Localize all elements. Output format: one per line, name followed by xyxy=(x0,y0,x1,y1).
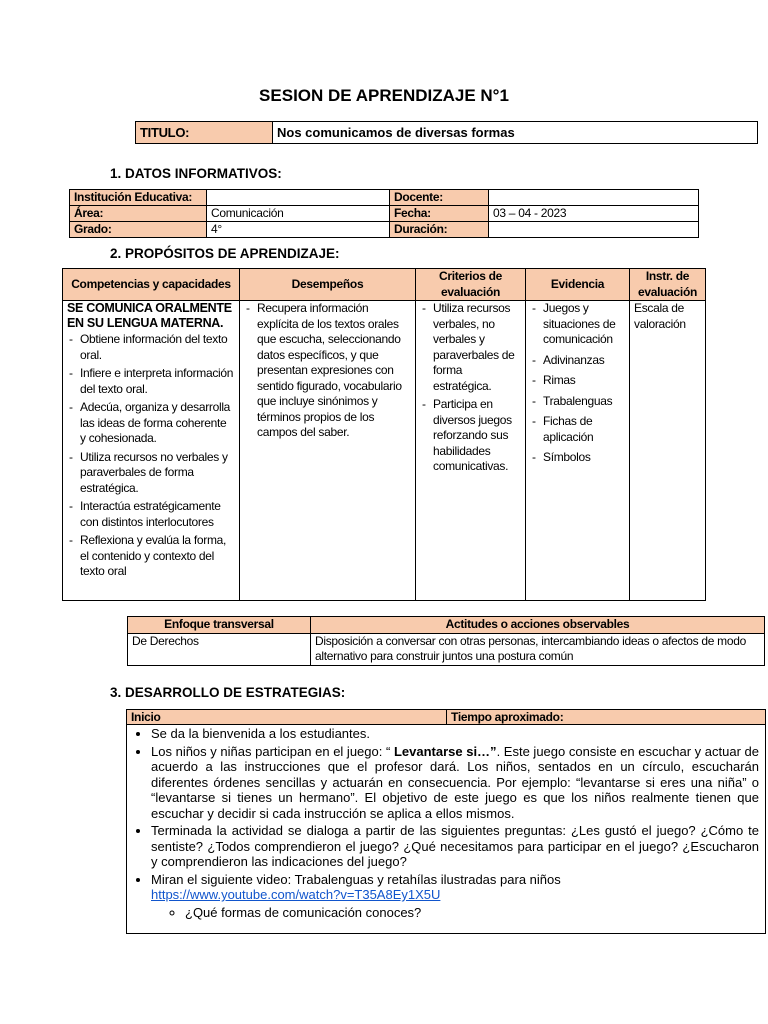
evidencia-item: - Símbolos xyxy=(530,450,625,466)
header-instrumento: Instr. de evaluación xyxy=(630,269,706,301)
bullet-item xyxy=(151,744,759,822)
capacidad-item: - Interactúa estratégicamente con distintos interlocutores xyxy=(67,499,235,530)
header-desempenos: Desempeños xyxy=(240,269,416,301)
evidencia-item: - Adivinanzas xyxy=(530,353,625,369)
evidencia-cell xyxy=(526,301,630,601)
institucion-value xyxy=(207,190,390,206)
bullet-item xyxy=(151,872,759,903)
competencias-cell xyxy=(63,301,240,601)
area-label: Área: xyxy=(70,206,207,222)
capacidad-item: - Infiere e interpreta información del texto oral. xyxy=(67,366,235,397)
page-title: SESION DE APRENDIZAJE N°1 xyxy=(259,86,509,105)
header-criterios: Criterios de evaluación xyxy=(416,269,526,301)
desempenos-cell xyxy=(240,301,416,601)
desempeno-item: - Recupera información explícita de los textos orales que escucha, seleccionando datos específicos, y que presentan expresiones con sentido figurado, vocabulario que incluye sinónimos y términos propios de los campos del saber. xyxy=(244,301,411,441)
enfoque-table xyxy=(127,616,765,666)
evidencia-item: - Trabalenguas xyxy=(530,394,625,410)
titulo-value: Nos comunicamos de diversas formas xyxy=(273,122,758,144)
evidencia-item: - Juegos y situaciones de comunicación xyxy=(530,301,625,348)
header-tiempo: Tiempo aproximado: xyxy=(447,710,766,725)
capacidad-item: - Utiliza recursos no verbales y paraverbales de forma estratégica. xyxy=(67,450,235,497)
enfoque-value: De Derechos xyxy=(128,633,311,665)
video-text: Miran el siguiente video: Trabalenguas y retahílas ilustradas para niños xyxy=(151,871,561,887)
desarrollo-content xyxy=(127,725,766,934)
bullet-text-pre: Los niños y niñas participan en el juego: “ xyxy=(151,743,394,759)
evidencia-item: - Rimas xyxy=(530,373,625,389)
titulo-table xyxy=(135,121,758,144)
section-desarrollo: 3. DESARROLLO DE ESTRATEGIAS: xyxy=(110,685,346,700)
header-enfoque: Enfoque transversal xyxy=(128,617,311,634)
capacidad-item: - Reflexiona y evalúa la forma, el contenido y contexto del texto oral xyxy=(67,533,235,580)
docente-value xyxy=(489,190,699,206)
docente-label: Docente: xyxy=(390,190,489,206)
evidencia-item: - Fichas de aplicación xyxy=(530,414,625,445)
actitudes-value: Disposición a conversar con otras personas, intercambiando ideas o afectos de modo alternativo para construir juntos una postura común xyxy=(311,633,765,665)
instrumento-cell: Escala de valoración xyxy=(630,301,706,601)
propositos-table xyxy=(62,268,706,601)
sub-bullet-item: ◦ ¿Qué formas de comunicación conoces? xyxy=(185,905,759,921)
fecha-label: Fecha: xyxy=(390,206,489,222)
area-value: Comunicación xyxy=(207,206,390,222)
capacidad-item: - Obtiene información del texto oral. xyxy=(67,332,235,363)
fecha-value: 03 – 04 - 2023 xyxy=(489,206,699,222)
header-evidencia: Evidencia xyxy=(526,269,630,301)
titulo-label: TITULO: xyxy=(136,122,273,144)
capacidad-item: - Adecúa, organiza y desarrolla las ideas de forma coherente y cohesionada. xyxy=(67,400,235,447)
grado-value: 4° xyxy=(207,222,390,238)
header-competencias: Competencias y capacidades xyxy=(63,269,240,301)
criterio-item: - Participa en diversos juegos reforzando sus habilidades comunicativas. xyxy=(420,397,521,475)
header-actitudes: Actitudes o acciones observables xyxy=(311,617,765,634)
datos-table xyxy=(69,189,699,238)
duracion-label: Duración: xyxy=(390,222,489,238)
grado-label: Grado: xyxy=(70,222,207,238)
section-propositos: 2. PROPÓSITOS DE APRENDIZAJE: xyxy=(110,246,340,261)
header-inicio: Inicio xyxy=(127,710,447,725)
video-link[interactable]: https://www.youtube.com/watch?v=T35A8Ey1X5U xyxy=(151,887,441,902)
duracion-value xyxy=(489,222,699,238)
game-name: Levantarse si…” xyxy=(393,743,497,759)
criterio-item: - Utiliza recursos verbales, no verbales y paraverbales de forma estratégica. xyxy=(420,301,521,394)
bullet-text-post: . Este juego consiste en escuchar y actuar de acuerdo a las instrucciones que el profesor dará. Los niños, sentados en un círculo, escucharán diferentes órdenes sencillas y actuarán en consecuencia. Por ejemplo: “levantarse si eres una niña” o “levantarse si tienes un hermano”. El objetivo de este juego es que los niños realmente tienen que escuchar y decidir si cada instrucción se aplica a ellos mismos. xyxy=(151,743,759,821)
bullet-item: • Terminada la actividad se dialoga a partir de las siguientes preguntas: ¿Les gustó el juego? ¿Cómo te sentiste? ¿Todos comprendieron el juego? ¿Qué necesitamos para participar en el juego? ¿Escucharon y comprendieron las indicaciones del juego? xyxy=(151,823,759,870)
bullet-item: • Se da la bienvenida a los estudiantes. xyxy=(151,726,759,742)
criterios-cell xyxy=(416,301,526,601)
institucion-label: Institución Educativa: xyxy=(70,190,207,206)
desarrollo-table xyxy=(126,709,766,934)
competencia-title: SE COMUNICA ORALMENTE EN SU LENGUA MATERNA. xyxy=(67,301,232,330)
section-datos-informativos: 1. DATOS INFORMATIVOS: xyxy=(110,166,282,181)
